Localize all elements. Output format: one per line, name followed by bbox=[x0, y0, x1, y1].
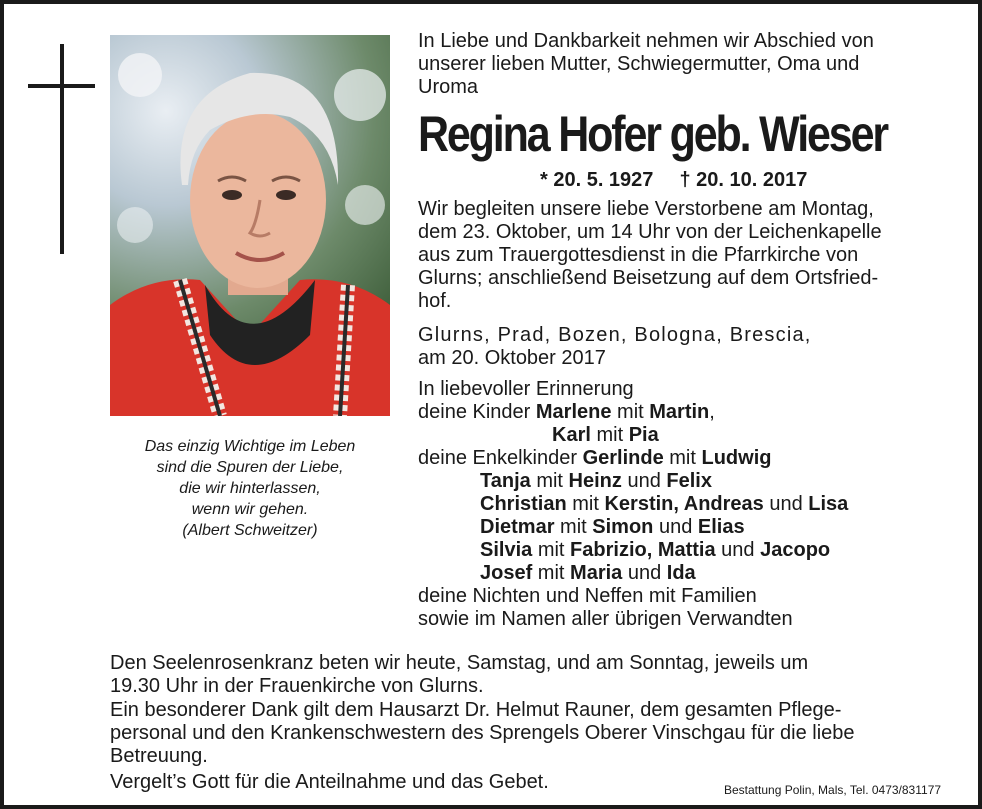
grandchild-name: Elias bbox=[697, 516, 745, 538]
quote-block bbox=[110, 436, 390, 541]
thanks-line: Ein besonderer Dank gilt dem Hausarzt Dr. Helmut Rauner, dem gesamten Pflege- bbox=[110, 699, 842, 721]
intro-text bbox=[418, 30, 966, 99]
family-opening: In liebevoller Erinnerung bbox=[418, 378, 634, 400]
service-line: dem 23. Oktober, um 14 Uhr von der Leichenkapelle bbox=[418, 221, 882, 243]
connector-word: mit bbox=[530, 470, 569, 492]
thanks-line: personal und den Krankenschwestern des Sprengels Oberer Vinschgau für die liebe bbox=[110, 722, 855, 744]
rosary-line: Den Seelenrosenkranz beten wir heute, Samstag, und am Sonntag, jeweils um bbox=[110, 652, 809, 674]
grandchild-name: Christian bbox=[480, 493, 567, 515]
deceased-name: Regina Hofer geb. Wieser bbox=[418, 106, 887, 162]
rosary-text bbox=[110, 652, 966, 698]
grandchild-name: Felix bbox=[666, 470, 712, 492]
life-dates bbox=[540, 168, 807, 192]
service-text bbox=[418, 198, 882, 313]
grandchildren-label: deine Enkelkinder bbox=[418, 447, 577, 469]
connector-word: mit bbox=[554, 516, 593, 538]
grandchild-entry bbox=[418, 539, 848, 562]
grandchild-entry bbox=[418, 516, 848, 539]
punctuation: , bbox=[709, 401, 715, 423]
quote-author: (Albert Schweitzer) bbox=[182, 522, 318, 539]
grandchild-entry bbox=[418, 562, 848, 585]
with-word: mit bbox=[617, 401, 644, 423]
partner-name: Martin bbox=[649, 401, 710, 423]
grandchildren-row bbox=[418, 447, 848, 470]
grandchild-name: Jacopo bbox=[760, 539, 831, 561]
grandchild-name: Ludwig bbox=[701, 447, 772, 469]
family-closing: sowie im Namen aller übrigen Verwandten bbox=[418, 608, 793, 630]
grandchild-name: Fabrizio, Mattia bbox=[570, 539, 716, 561]
grandchild-entry bbox=[583, 447, 772, 469]
cross-icon bbox=[60, 44, 64, 254]
grandchild-name: Silvia bbox=[480, 539, 533, 561]
service-line: aus zum Trauergottesdienst in die Pfarrkirche von bbox=[418, 244, 859, 266]
thanks-line: Betreuung. bbox=[110, 745, 208, 767]
family-list bbox=[418, 378, 848, 631]
quote-line: die wir hinterlassen, bbox=[179, 480, 321, 497]
grandchild-name: Dietmar bbox=[480, 516, 555, 538]
children-row bbox=[418, 401, 848, 424]
child-name: Marlene bbox=[535, 401, 612, 423]
grandchild-name: Ida bbox=[666, 562, 696, 584]
grandchild-name: Heinz bbox=[568, 470, 622, 492]
portrait-illustration bbox=[110, 35, 390, 416]
place-line: Glurns, Prad, Bozen, Bologna, Brescia, bbox=[418, 324, 812, 346]
quote-line: wenn wir gehen. bbox=[191, 501, 309, 518]
place-date bbox=[418, 324, 812, 370]
grandchild-name: Tanja bbox=[480, 470, 531, 492]
grandchild-name: Kerstin, Andreas bbox=[604, 493, 764, 515]
grandchild-name: Josef bbox=[480, 562, 533, 584]
quote-line: Das einzig Wichtige im Leben bbox=[144, 438, 356, 455]
grandchild-name: Maria bbox=[570, 562, 623, 584]
connector-word: mit bbox=[532, 539, 571, 561]
portrait-photo bbox=[110, 35, 390, 416]
service-line: Glurns; anschließend Beisetzung auf dem Ortsfried- bbox=[418, 267, 879, 289]
family-closing: deine Nichten und Neffen mit Familien bbox=[418, 585, 757, 607]
cross-icon-bar bbox=[28, 84, 95, 88]
death-date: † 20. 10. 2017 bbox=[679, 169, 808, 191]
rosary-line: 19.30 Uhr in der Frauenkirche von Glurns. bbox=[110, 675, 484, 697]
children-label: deine Kinder bbox=[418, 401, 531, 423]
quote-line: sind die Spuren der Liebe, bbox=[156, 459, 344, 476]
connector-word: und bbox=[763, 493, 809, 515]
connector-word: mit bbox=[663, 447, 702, 469]
with-word: mit bbox=[596, 424, 624, 446]
partner-name: Pia bbox=[628, 424, 659, 446]
child-name: Karl bbox=[552, 424, 591, 446]
connector-word: und bbox=[622, 562, 667, 584]
grandchild-entry bbox=[418, 493, 848, 516]
date-line: am 20. Oktober 2017 bbox=[418, 347, 606, 369]
thanks-text bbox=[110, 699, 966, 768]
funeral-home: Bestattung Polin, Mals, Tel. 0473/831177 bbox=[724, 783, 942, 797]
connector-word: mit bbox=[566, 493, 605, 515]
connector-word: und bbox=[715, 539, 761, 561]
connector-word: mit bbox=[532, 562, 571, 584]
service-line: hof. bbox=[418, 290, 452, 312]
intro-line: Uroma bbox=[418, 76, 479, 98]
grandchild-entry bbox=[418, 470, 848, 493]
service-line: Wir begleiten unsere liebe Verstorbene am Montag, bbox=[418, 198, 874, 220]
intro-line: unserer lieben Mutter, Schwiegermutter, Oma und bbox=[418, 53, 860, 75]
grandchild-name: Gerlinde bbox=[582, 447, 664, 469]
gratitude-line: Vergelt’s Gott für die Anteilnahme und das Gebet. bbox=[110, 771, 549, 793]
children-row bbox=[418, 424, 848, 447]
connector-word: und bbox=[621, 470, 667, 492]
intro-line: In Liebe und Dankbarkeit nehmen wir Abschied von bbox=[418, 30, 874, 52]
grandchild-name: Simon bbox=[592, 516, 654, 538]
connector-word: und bbox=[653, 516, 698, 538]
birth-date: * 20. 5. 1927 bbox=[540, 169, 654, 191]
grandchild-name: Lisa bbox=[808, 493, 849, 515]
